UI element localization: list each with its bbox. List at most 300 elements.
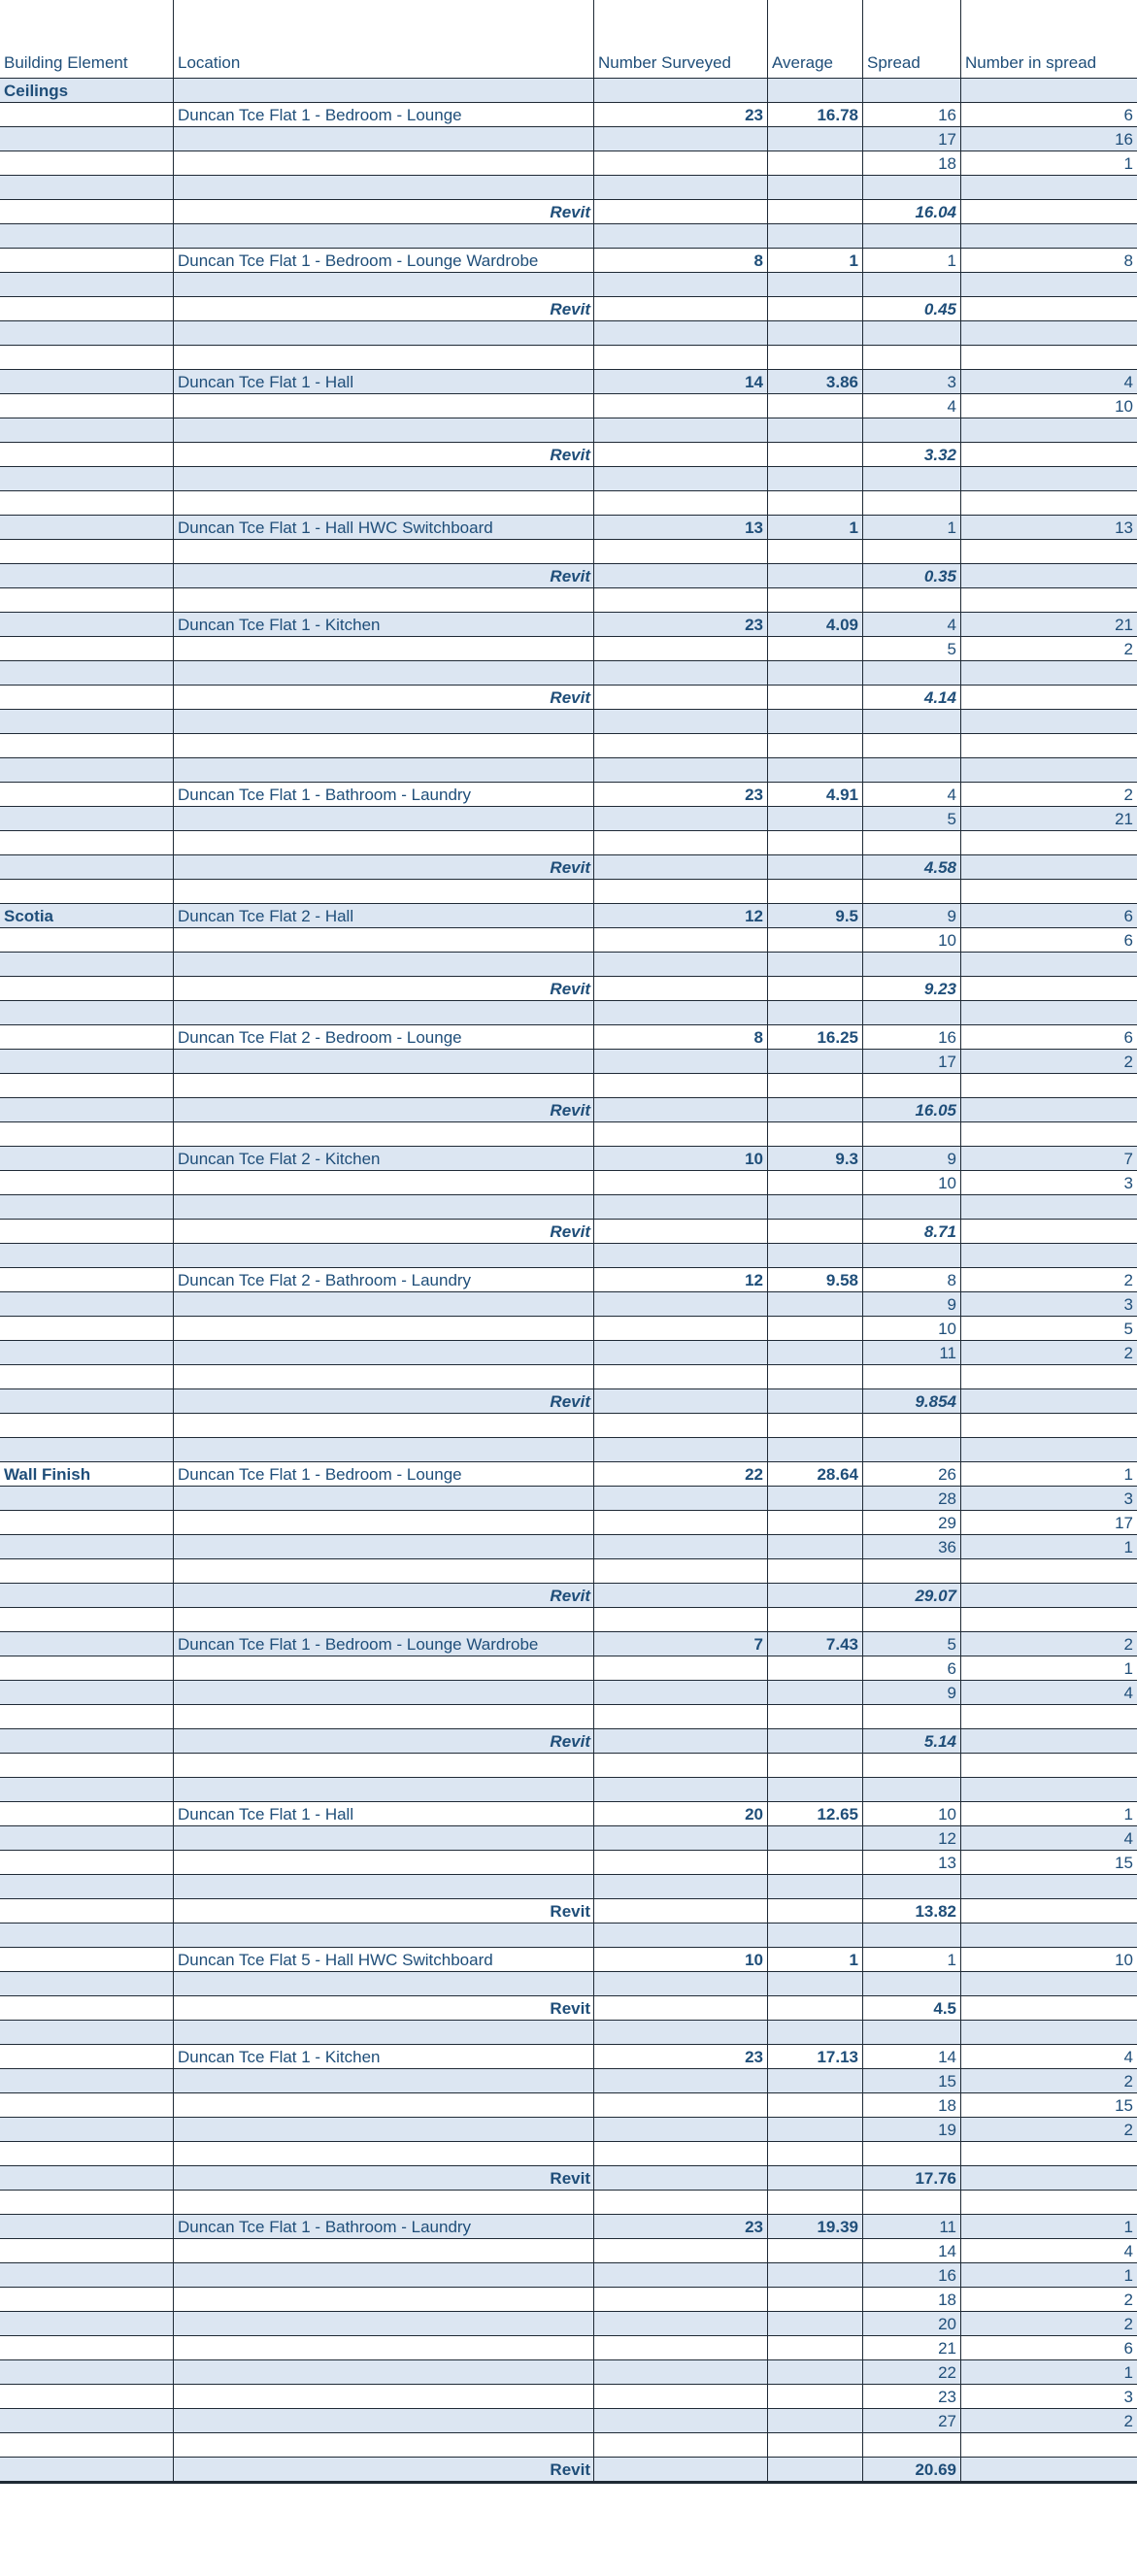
cell-number-in-spread[interactable]: 6 bbox=[960, 1025, 1137, 1049]
cell-number-in-spread[interactable] bbox=[960, 831, 1137, 854]
cell-number-in-spread[interactable] bbox=[960, 977, 1137, 1000]
cell-building-element[interactable] bbox=[0, 467, 173, 490]
cell-average[interactable]: 16.25 bbox=[767, 1025, 862, 1049]
cell-average[interactable] bbox=[767, 2166, 862, 2190]
cell-building-element[interactable] bbox=[0, 516, 173, 539]
cell-number-surveyed[interactable] bbox=[593, 1729, 767, 1753]
cell-building-element[interactable] bbox=[0, 1851, 173, 1874]
cell-average[interactable] bbox=[767, 588, 862, 612]
cell-average[interactable] bbox=[767, 880, 862, 903]
cell-spread[interactable] bbox=[862, 2433, 960, 2457]
cell-building-element[interactable] bbox=[0, 831, 173, 854]
cell-building-element[interactable] bbox=[0, 1656, 173, 1680]
cell-spread[interactable]: 22 bbox=[862, 2360, 960, 2384]
cell-spread[interactable]: 23 bbox=[862, 2385, 960, 2408]
cell-number-surveyed[interactable] bbox=[593, 79, 767, 102]
cell-building-element[interactable] bbox=[0, 637, 173, 660]
cell-location[interactable] bbox=[173, 953, 593, 976]
cell-average[interactable]: 1 bbox=[767, 516, 862, 539]
cell-number-surveyed[interactable] bbox=[593, 200, 767, 223]
cell-location[interactable] bbox=[173, 1656, 593, 1680]
cell-spread[interactable]: 15 bbox=[862, 2069, 960, 2092]
cell-average[interactable] bbox=[767, 1098, 862, 1121]
cell-average[interactable] bbox=[767, 224, 862, 248]
cell-number-surveyed[interactable] bbox=[593, 346, 767, 369]
cell-number-in-spread[interactable] bbox=[960, 1365, 1137, 1388]
cell-average[interactable]: 1 bbox=[767, 1948, 862, 1971]
cell-number-in-spread[interactable] bbox=[960, 1001, 1137, 1024]
cell-building-element[interactable] bbox=[0, 1414, 173, 1437]
cell-building-element[interactable] bbox=[0, 2288, 173, 2311]
cell-number-surveyed[interactable] bbox=[593, 928, 767, 952]
cell-location[interactable] bbox=[173, 1292, 593, 1316]
cell-number-in-spread[interactable] bbox=[960, 1584, 1137, 1607]
cell-location[interactable] bbox=[173, 1924, 593, 1947]
cell-building-element[interactable] bbox=[0, 758, 173, 782]
cell-number-in-spread[interactable]: 6 bbox=[960, 103, 1137, 126]
cell-spread[interactable] bbox=[862, 953, 960, 976]
cell-number-surveyed[interactable] bbox=[593, 491, 767, 515]
cell-building-element[interactable] bbox=[0, 1389, 173, 1413]
cell-number-in-spread[interactable] bbox=[960, 1195, 1137, 1219]
cell-number-in-spread[interactable]: 6 bbox=[960, 2336, 1137, 2359]
cell-number-surveyed[interactable] bbox=[593, 1414, 767, 1437]
cell-number-in-spread[interactable]: 17 bbox=[960, 1511, 1137, 1534]
cell-number-surveyed[interactable] bbox=[593, 2433, 767, 2457]
cell-location[interactable] bbox=[173, 1487, 593, 1510]
cell-location[interactable] bbox=[173, 2118, 593, 2141]
cell-number-surveyed[interactable] bbox=[593, 710, 767, 733]
cell-average[interactable] bbox=[767, 2118, 862, 2141]
cell-number-surveyed[interactable] bbox=[593, 2288, 767, 2311]
cell-number-in-spread[interactable] bbox=[960, 1074, 1137, 1097]
cell-spread[interactable]: 9 bbox=[862, 1147, 960, 1170]
cell-revit-value[interactable]: 4.58 bbox=[862, 855, 960, 879]
cell-building-element[interactable] bbox=[0, 1608, 173, 1631]
cell-revit-value[interactable]: 8.71 bbox=[862, 1220, 960, 1243]
cell-average[interactable]: 9.3 bbox=[767, 1147, 862, 1170]
cell-spread[interactable] bbox=[862, 1438, 960, 1461]
cell-number-surveyed[interactable] bbox=[593, 564, 767, 587]
cell-number-in-spread[interactable] bbox=[960, 661, 1137, 685]
header-location[interactable]: Location bbox=[173, 0, 593, 78]
cell-spread[interactable]: 9 bbox=[862, 904, 960, 927]
cell-building-element[interactable] bbox=[0, 2409, 173, 2432]
cell-number-surveyed[interactable] bbox=[593, 1074, 767, 1097]
cell-building-element[interactable] bbox=[0, 1632, 173, 1656]
cell-number-in-spread[interactable] bbox=[960, 734, 1137, 757]
cell-revit-label[interactable]: Revit bbox=[173, 1389, 593, 1413]
cell-building-element[interactable] bbox=[0, 1535, 173, 1558]
cell-revit-value[interactable]: 17.76 bbox=[862, 2166, 960, 2190]
cell-revit-value[interactable]: 29.07 bbox=[862, 1584, 960, 1607]
cell-building-element[interactable] bbox=[0, 1292, 173, 1316]
cell-spread[interactable] bbox=[862, 1414, 960, 1437]
cell-number-surveyed[interactable] bbox=[593, 2021, 767, 2044]
cell-number-in-spread[interactable]: 3 bbox=[960, 1292, 1137, 1316]
cell-number-surveyed[interactable]: 23 bbox=[593, 613, 767, 636]
cell-spread[interactable] bbox=[862, 1875, 960, 1898]
cell-number-in-spread[interactable]: 2 bbox=[960, 783, 1137, 806]
cell-average[interactable] bbox=[767, 540, 862, 563]
cell-number-in-spread[interactable] bbox=[960, 79, 1137, 102]
cell-number-surveyed[interactable] bbox=[593, 1996, 767, 2020]
cell-revit-label[interactable]: Revit bbox=[173, 1584, 593, 1607]
cell-revit-value[interactable]: 9.854 bbox=[862, 1389, 960, 1413]
cell-average[interactable] bbox=[767, 1122, 862, 1146]
cell-average[interactable] bbox=[767, 1292, 862, 1316]
cell-location[interactable] bbox=[173, 1608, 593, 1631]
cell-location[interactable] bbox=[173, 2142, 593, 2165]
cell-average[interactable] bbox=[767, 1050, 862, 1073]
cell-spread[interactable] bbox=[862, 831, 960, 854]
cell-spread[interactable] bbox=[862, 346, 960, 369]
cell-spread[interactable]: 5 bbox=[862, 637, 960, 660]
cell-number-surveyed[interactable] bbox=[593, 1972, 767, 1995]
cell-number-in-spread[interactable] bbox=[960, 1220, 1137, 1243]
cell-average[interactable] bbox=[767, 176, 862, 199]
cell-number-in-spread[interactable]: 10 bbox=[960, 1948, 1137, 1971]
cell-average[interactable] bbox=[767, 686, 862, 709]
cell-average[interactable] bbox=[767, 467, 862, 490]
cell-number-in-spread[interactable] bbox=[960, 1729, 1137, 1753]
cell-revit-label[interactable]: Revit bbox=[173, 2458, 593, 2481]
cell-number-surveyed[interactable] bbox=[593, 1438, 767, 1461]
cell-location[interactable]: Duncan Tce Flat 2 - Bedroom - Lounge bbox=[173, 1025, 593, 1049]
cell-spread[interactable] bbox=[862, 2191, 960, 2214]
cell-number-surveyed[interactable] bbox=[593, 2312, 767, 2335]
cell-average[interactable] bbox=[767, 1875, 862, 1898]
cell-number-surveyed[interactable] bbox=[593, 127, 767, 151]
cell-number-surveyed[interactable]: 12 bbox=[593, 1268, 767, 1291]
cell-average[interactable] bbox=[767, 710, 862, 733]
cell-spread[interactable]: 5 bbox=[862, 1632, 960, 1656]
cell-location[interactable] bbox=[173, 127, 593, 151]
cell-average[interactable] bbox=[767, 2021, 862, 2044]
cell-spread[interactable] bbox=[862, 1754, 960, 1777]
cell-location[interactable] bbox=[173, 79, 593, 102]
cell-number-surveyed[interactable] bbox=[593, 1244, 767, 1267]
cell-number-surveyed[interactable] bbox=[593, 588, 767, 612]
cell-number-in-spread[interactable]: 3 bbox=[960, 2385, 1137, 2408]
cell-building-element[interactable] bbox=[0, 370, 173, 393]
cell-number-in-spread[interactable]: 6 bbox=[960, 928, 1137, 952]
cell-location[interactable] bbox=[173, 346, 593, 369]
cell-number-surveyed[interactable] bbox=[593, 1559, 767, 1583]
cell-number-in-spread[interactable]: 2 bbox=[960, 1050, 1137, 1073]
cell-number-surveyed[interactable] bbox=[593, 1754, 767, 1777]
cell-spread[interactable]: 16 bbox=[862, 1025, 960, 1049]
cell-average[interactable] bbox=[767, 564, 862, 587]
cell-number-in-spread[interactable] bbox=[960, 855, 1137, 879]
cell-average[interactable] bbox=[767, 1924, 862, 1947]
cell-number-surveyed[interactable]: 8 bbox=[593, 1025, 767, 1049]
cell-spread[interactable]: 8 bbox=[862, 1268, 960, 1291]
cell-number-surveyed[interactable] bbox=[593, 1171, 767, 1194]
cell-location[interactable] bbox=[173, 1681, 593, 1704]
cell-spread[interactable] bbox=[862, 273, 960, 296]
cell-number-in-spread[interactable] bbox=[960, 200, 1137, 223]
cell-building-element[interactable] bbox=[0, 2142, 173, 2165]
cell-average[interactable] bbox=[767, 1244, 862, 1267]
cell-building-element[interactable] bbox=[0, 613, 173, 636]
cell-number-in-spread[interactable]: 1 bbox=[960, 2215, 1137, 2238]
cell-number-in-spread[interactable]: 8 bbox=[960, 249, 1137, 272]
cell-number-surveyed[interactable] bbox=[593, 1365, 767, 1388]
cell-number-surveyed[interactable] bbox=[593, 1098, 767, 1121]
cell-location[interactable] bbox=[173, 467, 593, 490]
cell-average[interactable] bbox=[767, 2069, 862, 2092]
cell-number-in-spread[interactable]: 4 bbox=[960, 2045, 1137, 2068]
cell-spread[interactable] bbox=[862, 588, 960, 612]
cell-number-in-spread[interactable] bbox=[960, 540, 1137, 563]
cell-number-surveyed[interactable] bbox=[593, 2409, 767, 2432]
cell-location[interactable]: Duncan Tce Flat 5 - Hall HWC Switchboard bbox=[173, 1948, 593, 1971]
cell-revit-label[interactable]: Revit bbox=[173, 1220, 593, 1243]
cell-location[interactable] bbox=[173, 1972, 593, 1995]
header-average[interactable]: Average bbox=[767, 0, 862, 78]
cell-average[interactable]: 9.5 bbox=[767, 904, 862, 927]
cell-number-in-spread[interactable]: 21 bbox=[960, 613, 1137, 636]
cell-number-in-spread[interactable]: 4 bbox=[960, 2239, 1137, 2262]
cell-number-in-spread[interactable] bbox=[960, 297, 1137, 320]
cell-spread[interactable] bbox=[862, 321, 960, 345]
cell-spread[interactable]: 18 bbox=[862, 2093, 960, 2117]
cell-building-element[interactable] bbox=[0, 1754, 173, 1777]
cell-number-surveyed[interactable] bbox=[593, 1899, 767, 1923]
cell-number-surveyed[interactable] bbox=[593, 686, 767, 709]
cell-building-element[interactable] bbox=[0, 1875, 173, 1898]
cell-average[interactable] bbox=[767, 758, 862, 782]
header-spread[interactable]: Spread bbox=[862, 0, 960, 78]
cell-spread[interactable] bbox=[862, 734, 960, 757]
cell-number-surveyed[interactable] bbox=[593, 1317, 767, 1340]
cell-number-in-spread[interactable]: 1 bbox=[960, 1656, 1137, 1680]
cell-average[interactable] bbox=[767, 1778, 862, 1801]
cell-number-surveyed[interactable] bbox=[593, 151, 767, 175]
cell-average[interactable]: 4.91 bbox=[767, 783, 862, 806]
cell-location[interactable] bbox=[173, 637, 593, 660]
cell-number-in-spread[interactable]: 21 bbox=[960, 807, 1137, 830]
cell-number-surveyed[interactable] bbox=[593, 1050, 767, 1073]
cell-spread[interactable] bbox=[862, 710, 960, 733]
cell-building-element[interactable] bbox=[0, 1341, 173, 1364]
cell-average[interactable] bbox=[767, 2409, 862, 2432]
cell-building-element[interactable] bbox=[0, 1778, 173, 1801]
cell-number-in-spread[interactable]: 3 bbox=[960, 1171, 1137, 1194]
cell-location[interactable]: Duncan Tce Flat 1 - Hall bbox=[173, 370, 593, 393]
cell-building-element[interactable] bbox=[0, 1924, 173, 1947]
cell-revit-label[interactable]: Revit bbox=[173, 977, 593, 1000]
cell-average[interactable]: 4.09 bbox=[767, 613, 862, 636]
cell-number-in-spread[interactable]: 5 bbox=[960, 1317, 1137, 1340]
cell-building-element[interactable] bbox=[0, 249, 173, 272]
cell-average[interactable] bbox=[767, 1341, 862, 1364]
cell-number-in-spread[interactable] bbox=[960, 1972, 1137, 1995]
cell-number-in-spread[interactable]: 2 bbox=[960, 1341, 1137, 1364]
cell-average[interactable] bbox=[767, 1899, 862, 1923]
cell-number-surveyed[interactable] bbox=[593, 1487, 767, 1510]
cell-average[interactable] bbox=[767, 2336, 862, 2359]
cell-number-in-spread[interactable]: 16 bbox=[960, 127, 1137, 151]
cell-average[interactable] bbox=[767, 2239, 862, 2262]
cell-building-element[interactable] bbox=[0, 1899, 173, 1923]
cell-number-in-spread[interactable]: 1 bbox=[960, 1535, 1137, 1558]
cell-building-element[interactable] bbox=[0, 564, 173, 587]
header-number-surveyed[interactable]: Number Surveyed bbox=[593, 0, 767, 78]
cell-number-surveyed[interactable] bbox=[593, 953, 767, 976]
cell-number-in-spread[interactable] bbox=[960, 1996, 1137, 2020]
cell-average[interactable]: 19.39 bbox=[767, 2215, 862, 2238]
cell-revit-value[interactable]: 9.23 bbox=[862, 977, 960, 1000]
cell-building-element[interactable] bbox=[0, 1195, 173, 1219]
cell-average[interactable] bbox=[767, 346, 862, 369]
cell-building-element[interactable] bbox=[0, 953, 173, 976]
cell-average[interactable] bbox=[767, 2263, 862, 2287]
cell-building-element[interactable] bbox=[0, 2458, 173, 2481]
cell-average[interactable] bbox=[767, 200, 862, 223]
cell-number-in-spread[interactable] bbox=[960, 1438, 1137, 1461]
cell-revit-label[interactable]: Revit bbox=[173, 1098, 593, 1121]
cell-revit-label[interactable]: Revit bbox=[173, 297, 593, 320]
cell-number-in-spread[interactable] bbox=[960, 1244, 1137, 1267]
header-building-element[interactable]: Building Element bbox=[4, 53, 128, 72]
cell-average[interactable] bbox=[767, 1826, 862, 1850]
cell-number-in-spread[interactable] bbox=[960, 564, 1137, 587]
cell-revit-label[interactable]: Revit bbox=[173, 1729, 593, 1753]
cell-number-surveyed[interactable]: 20 bbox=[593, 1802, 767, 1825]
cell-number-surveyed[interactable] bbox=[593, 2093, 767, 2117]
cell-average[interactable] bbox=[767, 1195, 862, 1219]
cell-average[interactable] bbox=[767, 443, 862, 466]
cell-number-surveyed[interactable] bbox=[593, 1584, 767, 1607]
cell-number-surveyed[interactable] bbox=[593, 224, 767, 248]
cell-location[interactable] bbox=[173, 2191, 593, 2214]
cell-spread[interactable] bbox=[862, 1001, 960, 1024]
cell-building-element[interactable] bbox=[0, 1268, 173, 1291]
cell-number-surveyed[interactable] bbox=[593, 1001, 767, 1024]
cell-location[interactable] bbox=[173, 2360, 593, 2384]
cell-average[interactable] bbox=[767, 2191, 862, 2214]
cell-spread[interactable]: 14 bbox=[862, 2045, 960, 2068]
cell-average[interactable] bbox=[767, 2458, 862, 2481]
cell-number-surveyed[interactable] bbox=[593, 977, 767, 1000]
cell-building-element[interactable] bbox=[0, 1705, 173, 1728]
cell-revit-label[interactable]: Revit bbox=[173, 686, 593, 709]
cell-number-surveyed[interactable] bbox=[593, 443, 767, 466]
cell-building-element[interactable] bbox=[0, 1001, 173, 1024]
cell-average[interactable] bbox=[767, 807, 862, 830]
cell-building-element[interactable] bbox=[0, 686, 173, 709]
cell-building-element[interactable] bbox=[0, 2360, 173, 2384]
cell-spread[interactable]: 9 bbox=[862, 1292, 960, 1316]
cell-building-element[interactable] bbox=[0, 176, 173, 199]
cell-number-surveyed[interactable] bbox=[593, 1851, 767, 1874]
cell-number-surveyed[interactable] bbox=[593, 418, 767, 442]
cell-average[interactable]: 28.64 bbox=[767, 1462, 862, 1486]
cell-spread[interactable] bbox=[862, 176, 960, 199]
cell-number-in-spread[interactable] bbox=[960, 758, 1137, 782]
cell-building-element[interactable] bbox=[0, 297, 173, 320]
cell-average[interactable]: 17.13 bbox=[767, 2045, 862, 2068]
cell-number-in-spread[interactable] bbox=[960, 443, 1137, 466]
cell-spread[interactable] bbox=[862, 1924, 960, 1947]
cell-number-surveyed[interactable] bbox=[593, 467, 767, 490]
cell-number-surveyed[interactable] bbox=[593, 2069, 767, 2092]
cell-average[interactable] bbox=[767, 418, 862, 442]
cell-average[interactable] bbox=[767, 1389, 862, 1413]
cell-location[interactable] bbox=[173, 588, 593, 612]
cell-location[interactable] bbox=[173, 2385, 593, 2408]
cell-building-element[interactable] bbox=[0, 1681, 173, 1704]
cell-average[interactable] bbox=[767, 1001, 862, 1024]
cell-location[interactable] bbox=[173, 1778, 593, 1801]
cell-number-in-spread[interactable]: 13 bbox=[960, 516, 1137, 539]
cell-average[interactable] bbox=[767, 2385, 862, 2408]
cell-number-in-spread[interactable]: 1 bbox=[960, 2263, 1137, 2287]
cell-average[interactable]: 9.58 bbox=[767, 1268, 862, 1291]
cell-average[interactable] bbox=[767, 491, 862, 515]
cell-building-element[interactable] bbox=[0, 443, 173, 466]
cell-revit-label[interactable]: Revit bbox=[173, 2166, 593, 2190]
cell-building-element[interactable] bbox=[0, 2215, 173, 2238]
cell-location[interactable] bbox=[173, 2336, 593, 2359]
cell-number-surveyed[interactable] bbox=[593, 1778, 767, 1801]
cell-number-in-spread[interactable] bbox=[960, 2021, 1137, 2044]
cell-building-element[interactable] bbox=[0, 1826, 173, 1850]
cell-average[interactable] bbox=[767, 977, 862, 1000]
cell-location[interactable] bbox=[173, 1171, 593, 1194]
cell-number-in-spread[interactable] bbox=[960, 1098, 1137, 1121]
cell-spread[interactable] bbox=[862, 79, 960, 102]
cell-location[interactable] bbox=[173, 2239, 593, 2262]
cell-location[interactable] bbox=[173, 1341, 593, 1364]
cell-number-surveyed[interactable]: 7 bbox=[593, 1632, 767, 1656]
cell-revit-label[interactable]: Revit bbox=[173, 443, 593, 466]
cell-number-in-spread[interactable]: 6 bbox=[960, 904, 1137, 927]
cell-location[interactable] bbox=[173, 224, 593, 248]
cell-number-surveyed[interactable] bbox=[593, 855, 767, 879]
cell-average[interactable] bbox=[767, 1656, 862, 1680]
cell-average[interactable] bbox=[767, 1074, 862, 1097]
cell-average[interactable] bbox=[767, 1535, 862, 1558]
cell-location[interactable] bbox=[173, 880, 593, 903]
cell-building-element[interactable] bbox=[0, 661, 173, 685]
cell-building-element[interactable] bbox=[0, 2385, 173, 2408]
cell-location[interactable] bbox=[173, 1244, 593, 1267]
cell-revit-label[interactable]: Revit bbox=[173, 564, 593, 587]
cell-number-in-spread[interactable] bbox=[960, 2433, 1137, 2457]
cell-location[interactable] bbox=[173, 151, 593, 175]
cell-location[interactable] bbox=[173, 758, 593, 782]
cell-number-in-spread[interactable]: 2 bbox=[960, 1268, 1137, 1291]
cell-building-element[interactable] bbox=[0, 1025, 173, 1049]
cell-spread[interactable]: 5 bbox=[862, 807, 960, 830]
cell-building-element[interactable] bbox=[0, 2312, 173, 2335]
cell-spread[interactable] bbox=[862, 1195, 960, 1219]
cell-number-surveyed[interactable] bbox=[593, 1220, 767, 1243]
cell-number-surveyed[interactable] bbox=[593, 1122, 767, 1146]
cell-number-surveyed[interactable] bbox=[593, 1608, 767, 1631]
cell-number-in-spread[interactable] bbox=[960, 491, 1137, 515]
cell-building-element[interactable] bbox=[0, 1972, 173, 1995]
cell-number-surveyed[interactable] bbox=[593, 2239, 767, 2262]
cell-spread[interactable]: 26 bbox=[862, 1462, 960, 1486]
cell-average[interactable] bbox=[767, 831, 862, 854]
cell-number-surveyed[interactable] bbox=[593, 1924, 767, 1947]
cell-number-in-spread[interactable] bbox=[960, 588, 1137, 612]
cell-location[interactable] bbox=[173, 1365, 593, 1388]
